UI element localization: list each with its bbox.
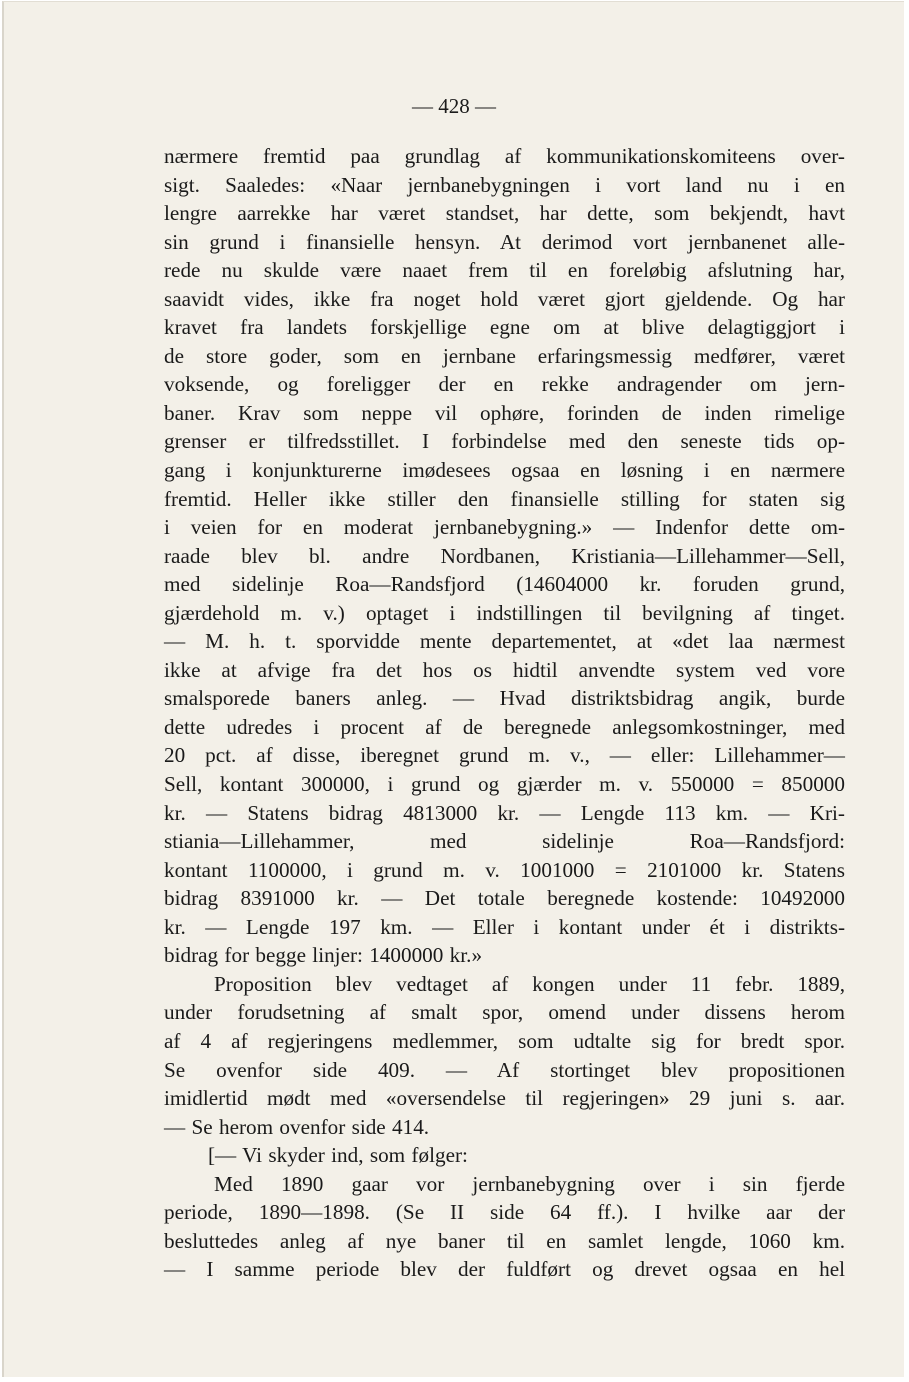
text-line: 20 pct. af disse, iberegnet grund m. v., — eller: Lillehammer— (164, 743, 845, 768)
text-line: [— Vi skyder ind, som følger: (208, 1143, 468, 1168)
text-line: Se ovenfor side 409. — Af stortinget blev propositionen (164, 1057, 845, 1082)
text-line: Sell, kontant 300000, i grund og gjærder m. v. 550000 = 850000 (164, 772, 845, 797)
text-line: grenser er tilfredsstillet. I forbindelse med den seneste tids op- (164, 429, 845, 454)
text-line: under forudsetning af smalt spor, omend under dissens herom (164, 1000, 845, 1025)
page-number: — 428 — (412, 94, 496, 118)
text-line: gang i konjunkturerne imødesees ogsaa en løsning i en nærmere (164, 458, 845, 483)
text-line: kr. — Statens bidrag 4813000 kr. — Lengde 113 km. — Kri- (164, 800, 845, 825)
text-line: sin grund i finansielle hensyn. At derimod vort jernbanenet alle- (164, 229, 845, 254)
text-line: besluttedes anleg af nye baner til en samlet lengde, 1060 km. (164, 1228, 845, 1253)
text-line: fremtid. Heller ikke stiller den finansielle stilling for staten sig (164, 486, 845, 511)
body-text (164, 142, 845, 1284)
text-line: bidrag 8391000 kr. — Det totale beregnede kostende: 10492000 (164, 886, 845, 911)
text-line: Med 1890 gaar vor jernbanebygning over i sin fjerde (214, 1171, 845, 1196)
text-line: lengre aarrekke har været standset, har dette, som bekjendt, havt (164, 201, 845, 226)
text-line: de store goder, som en jernbane erfaringsmessig medfører, været (164, 343, 845, 368)
text-line: Proposition blev vedtaget af kongen under 11 febr. 1889, (214, 971, 845, 996)
text-line: kr. — Lengde 197 km. — Eller i kontant under ét i distrikts- (164, 914, 845, 939)
text-line: smalsporede baners anleg. — Hvad distriktsbidrag angik, burde (164, 686, 845, 711)
text-line: kravet fra landets forskjellige egne om at blive delagtiggjort i (164, 315, 845, 340)
text-line: voksende, og foreligger der en rekke andragender om jern- (164, 372, 845, 397)
text-line: gjærdehold m. v.) optaget i indstillingen til bevilgning af tinget. (164, 600, 845, 625)
text-line: — I samme periode blev der fuldført og drevet ogsaa en hel (164, 1257, 845, 1282)
text-line: — M. h. t. sporvidde mente departementet, at «det laa nærmest (164, 629, 845, 654)
text-line: periode, 1890—1898. (Se II side 64 ff.). I hvilke aar der (164, 1200, 845, 1225)
text-line: imidlertid mødt med «oversendelse til regjeringen» 29 juni s. aar. (164, 1086, 845, 1111)
text-line: kontant 1100000, i grund m. v. 1001000 = 2101000 kr. Statens (164, 857, 845, 882)
text-line: dette udredes i procent af de beregnede anlegsomkostninger, med (164, 714, 845, 739)
text-line: i veien for en moderat jernbanebygning.» — Indenfor dette om- (164, 515, 845, 540)
text-line: af 4 af regjeringens medlemmer, som udtalte sig for bredt spor. (164, 1028, 845, 1053)
text-line: ikke at afvige fra det hos os hidtil anvendte system ved vore (164, 657, 845, 682)
text-line: raade blev bl. andre Nordbanen, Kristiania—Lillehammer—Sell, (164, 543, 845, 568)
text-line: baner. Krav som neppe vil ophøre, forinden de inden rimelige (164, 400, 845, 425)
text-line: rede nu skulde være naaet frem til en foreløbig afslutning har, (164, 258, 845, 283)
text-line: sigt. Saaledes: «Naar jernbanebygningen i vort land nu i en (164, 172, 845, 197)
text-line: nærmere fremtid paa grundlag af kommunikationskomiteens over- (164, 144, 845, 168)
text-line: saavidt vides, ikke fra noget hold været gjort gjeldende. Og har (164, 286, 845, 311)
text-line: med sidelinje Roa—Randsfjord (14604000 kr. foruden grund, (164, 572, 845, 597)
text-line: — Se herom ovenfor side 414. (164, 1114, 430, 1139)
text-line: bidrag for begge linjer: 1400000 kr.» (164, 943, 483, 968)
text-line: stiania—Lillehammer, med sidelinje Roa—Randsfjord: (164, 829, 845, 854)
book-page (2, 1, 904, 1377)
